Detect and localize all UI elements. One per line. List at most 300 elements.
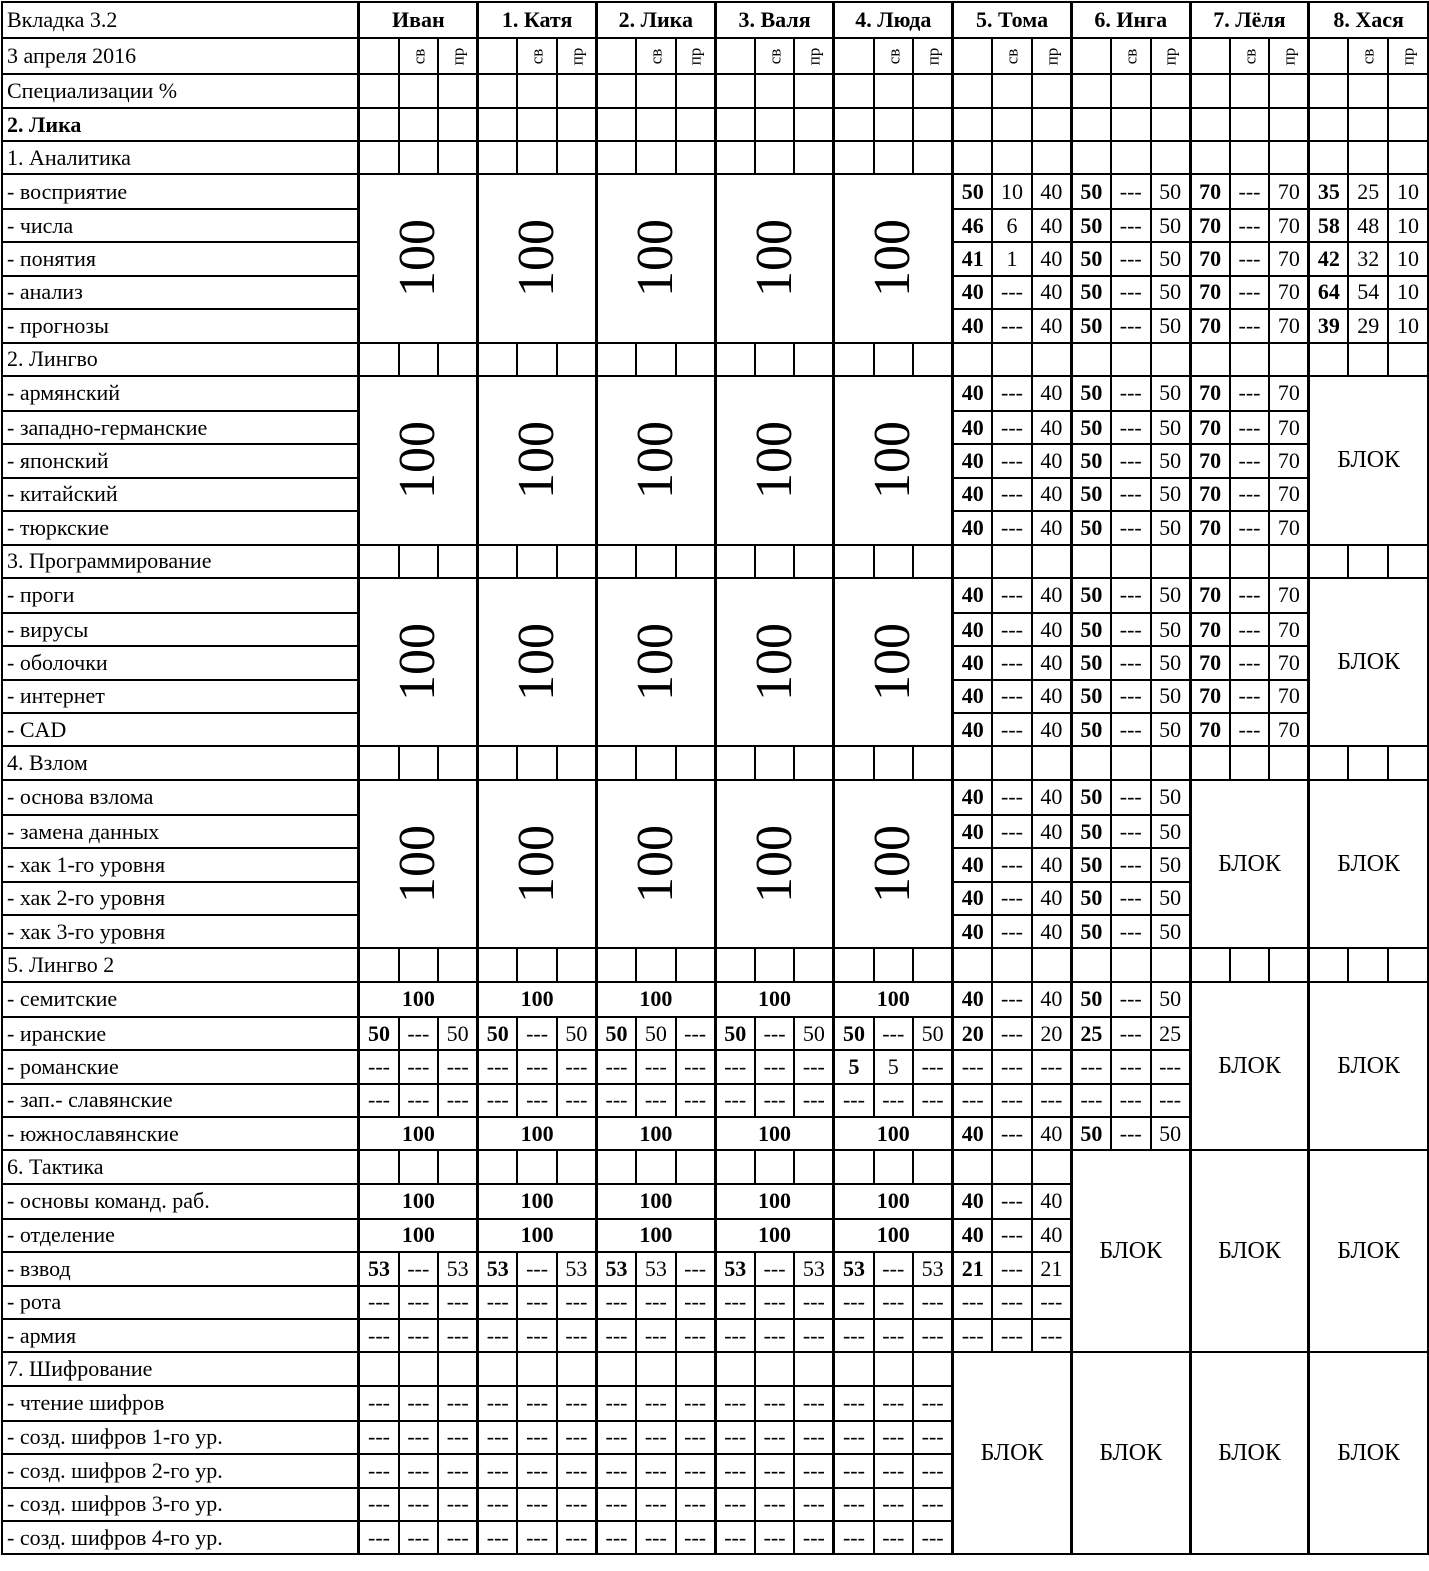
sub-empty: [1309, 38, 1349, 74]
empty-cell: [1190, 545, 1230, 578]
value-cell: 40: [953, 444, 993, 477]
empty-cell: [478, 141, 518, 174]
value-cell: ---: [755, 1252, 795, 1285]
row-label: - CAD: [2, 713, 359, 746]
empty-cell: [834, 1150, 874, 1183]
empty-cell: [874, 545, 914, 578]
value-cell: 70: [1269, 680, 1309, 713]
dash-cell: ---: [755, 1286, 795, 1319]
value-cell: 50: [478, 1017, 518, 1050]
empty-cell: [715, 948, 755, 981]
dash-cell: ---: [676, 1319, 716, 1352]
empty-cell: [359, 1150, 399, 1183]
value-cell: 50: [1071, 882, 1111, 915]
dash-cell: ---: [557, 1084, 597, 1117]
value-cell: ---: [399, 1017, 439, 1050]
dash-cell: ---: [557, 1488, 597, 1521]
dash-cell: ---: [359, 1050, 399, 1083]
value-cell: ---: [992, 1017, 1032, 1050]
dash-cell: ---: [676, 1454, 716, 1487]
value-cell: 40: [1032, 613, 1072, 646]
value-cell: 50: [1151, 242, 1191, 275]
row-label: - армия: [2, 1319, 359, 1352]
row-label: - тюркские: [2, 511, 359, 544]
empty-cell: [953, 141, 993, 174]
value-cell: 53: [596, 1252, 636, 1285]
empty-cell: [1111, 141, 1151, 174]
empty-cell: [1269, 74, 1309, 108]
value-cell: 70: [1190, 309, 1230, 342]
value-cell: ---: [755, 1017, 795, 1050]
dash-cell: ---: [794, 1454, 834, 1487]
sub-pr: [438, 38, 478, 74]
section-title: 6. Тактика: [2, 1150, 359, 1183]
empty-cell: [438, 1150, 478, 1183]
dash-cell: ---: [953, 1050, 993, 1083]
value-cell: 10: [1388, 276, 1428, 309]
dash-cell: ---: [913, 1386, 953, 1421]
empty-cell: [399, 948, 439, 981]
value-cell: 40: [1032, 309, 1072, 342]
empty-cell: [557, 343, 597, 376]
value-100: [478, 376, 597, 545]
dash-cell: ---: [874, 1521, 914, 1554]
dash-cell: ---: [1071, 1050, 1111, 1083]
empty-cell: [1230, 746, 1270, 779]
empty-cell: [359, 74, 399, 108]
empty-cell: [1269, 545, 1309, 578]
value-cell: 40: [1032, 815, 1072, 848]
header-row-names: [2, 2, 1428, 38]
value-cell: 50: [359, 1017, 399, 1050]
value-cell: ---: [1111, 882, 1151, 915]
value-cell: ---: [1111, 982, 1151, 1017]
row-label: - понятия: [2, 242, 359, 275]
value-cell: ---: [992, 309, 1032, 342]
value-cell: 50: [1071, 242, 1111, 275]
value-cell: 40: [1032, 1219, 1072, 1252]
value-cell: 50: [1071, 646, 1111, 679]
dash-cell: ---: [636, 1084, 676, 1117]
value-cell: 70: [1190, 713, 1230, 746]
row-label: - японский: [2, 444, 359, 477]
dash-cell: ---: [992, 1286, 1032, 1319]
column-header: 2. Лика: [596, 2, 715, 38]
value-cell: 50: [1071, 578, 1111, 613]
value-cell: 70: [1269, 444, 1309, 477]
value-cell: 70: [1190, 680, 1230, 713]
value-cell: 10: [1388, 309, 1428, 342]
value-cell: ---: [1230, 680, 1270, 713]
dash-cell: ---: [715, 1319, 755, 1352]
empty-cell: [755, 1150, 795, 1183]
dash-cell: ---: [438, 1319, 478, 1352]
value-cell: 50: [1071, 511, 1111, 544]
empty-cell: [794, 343, 834, 376]
value-cell: 40: [953, 780, 993, 815]
empty-cell: [913, 1352, 953, 1385]
empty-cell: [596, 1352, 636, 1385]
empty-cell: [1269, 141, 1309, 174]
value-cell: 70: [1190, 511, 1230, 544]
value-cell: ---: [992, 848, 1032, 881]
empty-cell: [676, 141, 716, 174]
empty-cell: [874, 74, 914, 108]
value-cell: 50: [1151, 680, 1191, 713]
empty-cell: [478, 108, 518, 141]
sub-empty: [715, 38, 755, 74]
sub-pr: [676, 38, 716, 74]
dash-cell: ---: [676, 1488, 716, 1521]
empty-cell: [517, 1150, 557, 1183]
empty-cell: [636, 108, 676, 141]
empty-cell: [1151, 141, 1191, 174]
empty-cell: [1230, 545, 1270, 578]
value-cell: 53: [834, 1252, 874, 1285]
empty-cell: [1230, 108, 1270, 141]
value-cell: 70: [1190, 444, 1230, 477]
empty-cell: [1309, 746, 1349, 779]
empty-cell: [596, 108, 636, 141]
value-cell: 50: [1071, 713, 1111, 746]
value-100-text: 100: [389, 623, 447, 702]
empty-cell: [676, 545, 716, 578]
dash-cell: ---: [596, 1488, 636, 1521]
value-100-text: 100: [508, 219, 566, 298]
value-cell: 50: [1071, 848, 1111, 881]
empty-cell: [399, 545, 439, 578]
empty-cell: [557, 74, 597, 108]
value-cell: ---: [1230, 242, 1270, 275]
dash-cell: ---: [517, 1488, 557, 1521]
empty-cell: [636, 545, 676, 578]
value-cell: 50: [1151, 511, 1191, 544]
empty-cell: [1269, 948, 1309, 981]
row-label: - интернет: [2, 680, 359, 713]
value-cell: 50: [636, 1017, 676, 1050]
value-cell: 70: [1269, 511, 1309, 544]
empty-cell: [557, 1352, 597, 1385]
value-cell: 50: [1151, 376, 1191, 411]
value-cell: 40: [953, 613, 993, 646]
value-100: 100: [478, 1219, 597, 1252]
dash-cell: ---: [517, 1521, 557, 1554]
value-cell: 40: [1032, 444, 1072, 477]
value-cell: 50: [1071, 780, 1111, 815]
row-label: - китайский: [2, 478, 359, 511]
empty-cell: [1190, 343, 1230, 376]
section-header-5: [2, 948, 1428, 981]
value-100: 100: [478, 1184, 597, 1219]
value-100: 100: [359, 1184, 478, 1219]
empty-cell: [874, 1150, 914, 1183]
value-100-text: 100: [508, 825, 566, 904]
dash-cell: ---: [359, 1454, 399, 1487]
sub-empty: [834, 38, 874, 74]
dash-cell: ---: [913, 1319, 953, 1352]
empty-cell: [913, 343, 953, 376]
value-cell: 64: [1309, 276, 1349, 309]
value-cell: 50: [1071, 915, 1111, 948]
empty-cell: [1032, 343, 1072, 376]
row-label: - созд. шифров 3-го ур.: [2, 1488, 359, 1521]
sheet-date: 3 апреля 2016: [2, 38, 359, 74]
empty-cell: [1071, 108, 1111, 141]
value-100: 100: [715, 1184, 834, 1219]
dash-cell: ---: [478, 1084, 518, 1117]
dash-cell: ---: [874, 1386, 914, 1421]
value-cell: 50: [596, 1017, 636, 1050]
empty-cell: [1230, 948, 1270, 981]
value-cell: 29: [1348, 309, 1388, 342]
sub-pr: [913, 38, 953, 74]
row-label: - оболочки: [2, 646, 359, 679]
value-cell: ---: [913, 1050, 953, 1083]
empty-cell: [1071, 746, 1111, 779]
empty-cell: [794, 948, 834, 981]
dash-cell: ---: [478, 1421, 518, 1454]
block-cell: БЛОК: [1190, 982, 1309, 1151]
dash-cell: ---: [517, 1454, 557, 1487]
empty-cell: [953, 545, 993, 578]
dash-cell: ---: [438, 1386, 478, 1421]
sub-empty: [1071, 38, 1111, 74]
data-row: [2, 780, 1428, 815]
value-cell: 50: [1151, 174, 1191, 209]
empty-cell: [1151, 108, 1191, 141]
empty-cell: [478, 1352, 518, 1385]
value-cell: ---: [1111, 174, 1151, 209]
value-cell: 40: [953, 376, 993, 411]
value-cell: ---: [1230, 613, 1270, 646]
value-cell: 50: [1151, 848, 1191, 881]
dash-cell: ---: [399, 1084, 439, 1117]
empty-cell: [399, 1150, 439, 1183]
row-label: - созд. шифров 4-го ур.: [2, 1521, 359, 1554]
empty-cell: [1151, 74, 1191, 108]
value-cell: 50: [1151, 780, 1191, 815]
value-100: 100: [478, 982, 597, 1017]
value-cell: ---: [1111, 309, 1151, 342]
value-cell: 20: [953, 1017, 993, 1050]
value-cell: ---: [992, 1184, 1032, 1219]
row-label: - созд. шифров 2-го ур.: [2, 1454, 359, 1487]
value-100: 100: [359, 982, 478, 1017]
value-cell: 40: [953, 982, 993, 1017]
sub-empty: [478, 38, 518, 74]
value-cell: 10: [1388, 209, 1428, 242]
value-100-text: 100: [745, 825, 803, 904]
value-cell: 53: [636, 1252, 676, 1285]
value-cell: 25: [1151, 1017, 1191, 1050]
value-cell: ---: [1230, 713, 1270, 746]
value-cell: 50: [1071, 680, 1111, 713]
value-cell: 50: [557, 1017, 597, 1050]
dash-cell: ---: [557, 1421, 597, 1454]
empty-cell: [676, 746, 716, 779]
value-100-text: 100: [626, 219, 684, 298]
empty-cell: [438, 141, 478, 174]
dash-cell: ---: [557, 1286, 597, 1319]
empty-cell: [794, 74, 834, 108]
value-100: [478, 174, 597, 343]
empty-cell: [1348, 74, 1388, 108]
value-100: 100: [359, 1219, 478, 1252]
empty-cell: [676, 1150, 716, 1183]
value-cell: 50: [1151, 578, 1191, 613]
empty-cell: [1071, 343, 1111, 376]
empty-cell: [596, 746, 636, 779]
dash-cell: ---: [478, 1521, 518, 1554]
value-cell: ---: [874, 1252, 914, 1285]
value-cell: ---: [1230, 411, 1270, 444]
value-100-text: 100: [626, 421, 684, 500]
empty-cell: [1388, 545, 1428, 578]
dash-cell: ---: [794, 1050, 834, 1083]
data-row: [2, 578, 1428, 613]
empty-cell: [1111, 74, 1151, 108]
dash-cell: ---: [992, 1050, 1032, 1083]
empty-cell: [715, 746, 755, 779]
value-cell: 70: [1269, 578, 1309, 613]
dash-cell: ---: [557, 1521, 597, 1554]
empty-cell: [992, 545, 1032, 578]
row-label: - восприятие: [2, 174, 359, 209]
block-cell: БЛОК: [1309, 780, 1428, 949]
value-cell: ---: [1111, 511, 1151, 544]
dash-cell: ---: [1032, 1319, 1072, 1352]
block-cell: БЛОК: [1190, 1150, 1309, 1352]
empty-cell: [1269, 108, 1309, 141]
dash-cell: ---: [636, 1488, 676, 1521]
value-cell: ---: [1230, 276, 1270, 309]
value-cell: 21: [1032, 1252, 1072, 1285]
empty-cell: [478, 746, 518, 779]
section-header-1: [2, 141, 1428, 174]
block-cell: БЛОК: [1190, 1352, 1309, 1554]
section-title: 2. Лингво: [2, 343, 359, 376]
value-100-text: 100: [389, 825, 447, 904]
empty-cell: [794, 141, 834, 174]
value-cell: 54: [1348, 276, 1388, 309]
value-cell: ---: [992, 713, 1032, 746]
empty-cell: [1111, 343, 1151, 376]
value-cell: 40: [1032, 578, 1072, 613]
empty-cell: [834, 545, 874, 578]
dash-cell: ---: [834, 1454, 874, 1487]
value-100-text: 100: [508, 623, 566, 702]
empty-cell: [715, 74, 755, 108]
sub-sv: [755, 38, 795, 74]
value-cell: ---: [1230, 478, 1270, 511]
dash-cell: ---: [992, 1084, 1032, 1117]
empty-cell: [1309, 108, 1349, 141]
value-100: 100: [715, 1219, 834, 1252]
dash-cell: ---: [1032, 1084, 1072, 1117]
empty-cell: [676, 343, 716, 376]
empty-cell: [1032, 746, 1072, 779]
column-header: 3. Валя: [715, 2, 834, 38]
value-cell: 50: [1151, 209, 1191, 242]
value-cell: ---: [992, 915, 1032, 948]
value-cell: ---: [992, 444, 1032, 477]
value-cell: 70: [1269, 174, 1309, 209]
empty-cell: [1151, 948, 1191, 981]
sub-sv: [636, 38, 676, 74]
value-cell: 40: [1032, 511, 1072, 544]
dash-cell: ---: [517, 1319, 557, 1352]
row-label: - основа взлома: [2, 780, 359, 815]
sub-pr-text: пр: [804, 47, 824, 65]
empty-cell: [1190, 74, 1230, 108]
value-cell: 40: [953, 915, 993, 948]
empty-cell: [834, 1352, 874, 1385]
value-cell: 25: [1071, 1017, 1111, 1050]
dash-cell: ---: [359, 1521, 399, 1554]
section-title: 4. Взлом: [2, 746, 359, 779]
empty-cell: [913, 108, 953, 141]
sub-pr-text: пр: [1398, 47, 1418, 65]
value-cell: 6: [992, 209, 1032, 242]
sub-pr: [1151, 38, 1191, 74]
dash-cell: ---: [676, 1084, 716, 1117]
value-100-text: 100: [745, 623, 803, 702]
value-cell: ---: [1111, 915, 1151, 948]
sub-sv-text: св: [1239, 48, 1259, 64]
dash-cell: ---: [438, 1421, 478, 1454]
row-label: - хак 3-го уровня: [2, 915, 359, 948]
sub-pr-text: пр: [685, 47, 705, 65]
value-cell: 53: [438, 1252, 478, 1285]
empty-cell: [517, 746, 557, 779]
dash-cell: ---: [399, 1286, 439, 1319]
value-cell: 21: [953, 1252, 993, 1285]
value-100-text: 100: [745, 219, 803, 298]
empty-cell: [913, 1150, 953, 1183]
empty-cell: [1348, 746, 1388, 779]
value-cell: 40: [1032, 713, 1072, 746]
value-cell: 50: [438, 1017, 478, 1050]
empty-cell: [438, 74, 478, 108]
dash-cell: ---: [913, 1454, 953, 1487]
sub-sv: [1230, 38, 1270, 74]
empty-cell: [1151, 343, 1191, 376]
empty-cell: [992, 1150, 1032, 1183]
value-cell: ---: [1230, 309, 1270, 342]
value-cell: ---: [992, 613, 1032, 646]
row-label: - замена данных: [2, 815, 359, 848]
value-100: [359, 578, 478, 747]
dash-cell: ---: [636, 1521, 676, 1554]
block-cell: БЛОК: [1309, 982, 1428, 1151]
dash-cell: ---: [715, 1386, 755, 1421]
value-cell: 50: [1151, 478, 1191, 511]
value-cell: ---: [1111, 613, 1151, 646]
empty-cell: [557, 1150, 597, 1183]
value-cell: 70: [1269, 478, 1309, 511]
specializations-table: [1, 1, 1429, 1555]
empty-cell: [596, 1150, 636, 1183]
row-label: - западно-германские: [2, 411, 359, 444]
value-100: 100: [596, 1117, 715, 1150]
value-cell: 50: [1071, 209, 1111, 242]
empty-cell: [755, 141, 795, 174]
value-cell: ---: [1230, 209, 1270, 242]
value-100-text: 100: [626, 623, 684, 702]
value-cell: ---: [1111, 713, 1151, 746]
value-cell: 70: [1190, 478, 1230, 511]
row-label: - взвод: [2, 1252, 359, 1285]
